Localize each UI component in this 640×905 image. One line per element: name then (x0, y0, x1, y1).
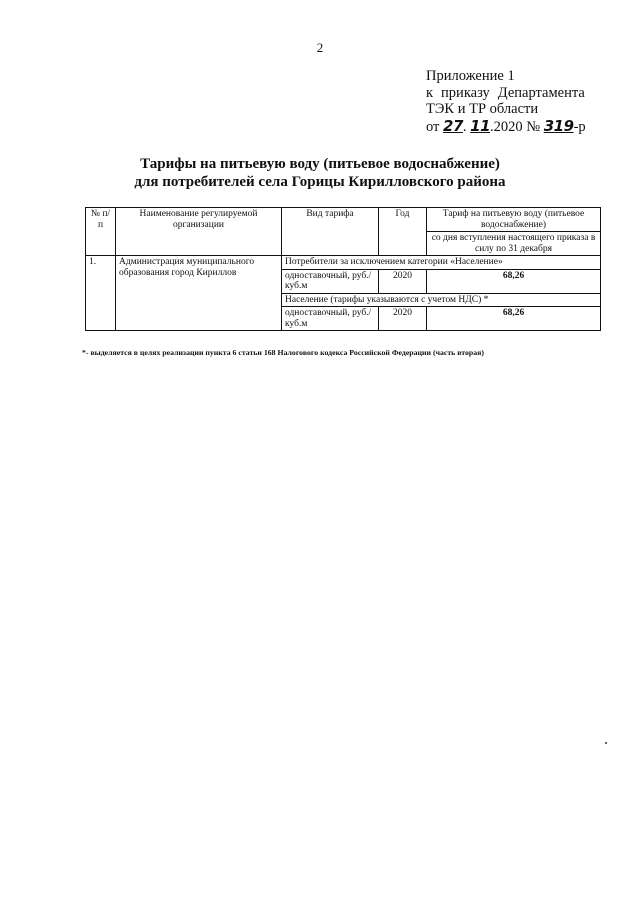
header-tariff-type: Вид тарифа (282, 208, 379, 256)
appendix-to: к (426, 84, 434, 101)
group1-value: 68,26 (427, 269, 601, 293)
appendix-date-line (426, 118, 586, 136)
date-year-number-label: .2020 № (490, 118, 541, 135)
row-organization: Администрация муниципального образования город Кириллов (116, 256, 282, 331)
tariff-table (85, 207, 601, 331)
appendix-title: Приложение 1 (426, 68, 515, 84)
group2-year: 2020 (379, 307, 427, 331)
document-title (0, 155, 640, 191)
appendix-order: приказу (441, 84, 490, 101)
order-suffix: -р (573, 118, 586, 135)
date-month-handwritten: 11 (470, 116, 491, 135)
group1-label: Потребители за исключением категории «Население» (282, 256, 601, 270)
order-number-handwritten: 319 (543, 116, 574, 135)
header-period: со дня вступления настоящего приказа в силу по 31 декабря (427, 232, 601, 256)
group2-label: Население (тарифы указываются с учетом НДС) * (282, 293, 601, 307)
title-line-2: для потребителей села Горицы Кирилловского района (134, 174, 506, 190)
title-line-1: Тарифы на питьевую воду (питьевое водоснабжение) (140, 156, 500, 172)
date-separator: . (462, 118, 467, 135)
group2-value: 68,26 (427, 307, 601, 331)
group2-tariff-type: одноставочный, руб./куб.м (282, 307, 379, 331)
header-organization: Наименование регулируемой организации (116, 208, 282, 256)
group1-year: 2020 (379, 269, 427, 293)
appendix-department: Департамента (497, 84, 585, 101)
footnote: *- выделяется в целях реализации пункта 6 статьи 168 Налогового кодекса Российской Федерации (часть вторая) (82, 348, 484, 357)
scan-speck (605, 742, 607, 744)
header-year: Год (379, 208, 427, 256)
page-number: 2 (316, 40, 324, 55)
header-tariff: Тариф на питьевую воду (питьевое водоснабжение) (427, 208, 601, 232)
appendix-department-name: ТЭК и ТР области (426, 101, 539, 117)
row-num: 1. (86, 256, 116, 331)
date-prefix: от (426, 118, 440, 135)
appendix-order-ref (426, 85, 586, 102)
group1-tariff-type: одноставочный, руб./куб.м (282, 269, 379, 293)
header-num: № п/п (86, 208, 116, 256)
table-header-row (86, 208, 601, 232)
table-row (86, 256, 601, 270)
appendix-block (426, 68, 586, 135)
date-day-handwritten: 27 (443, 116, 463, 135)
